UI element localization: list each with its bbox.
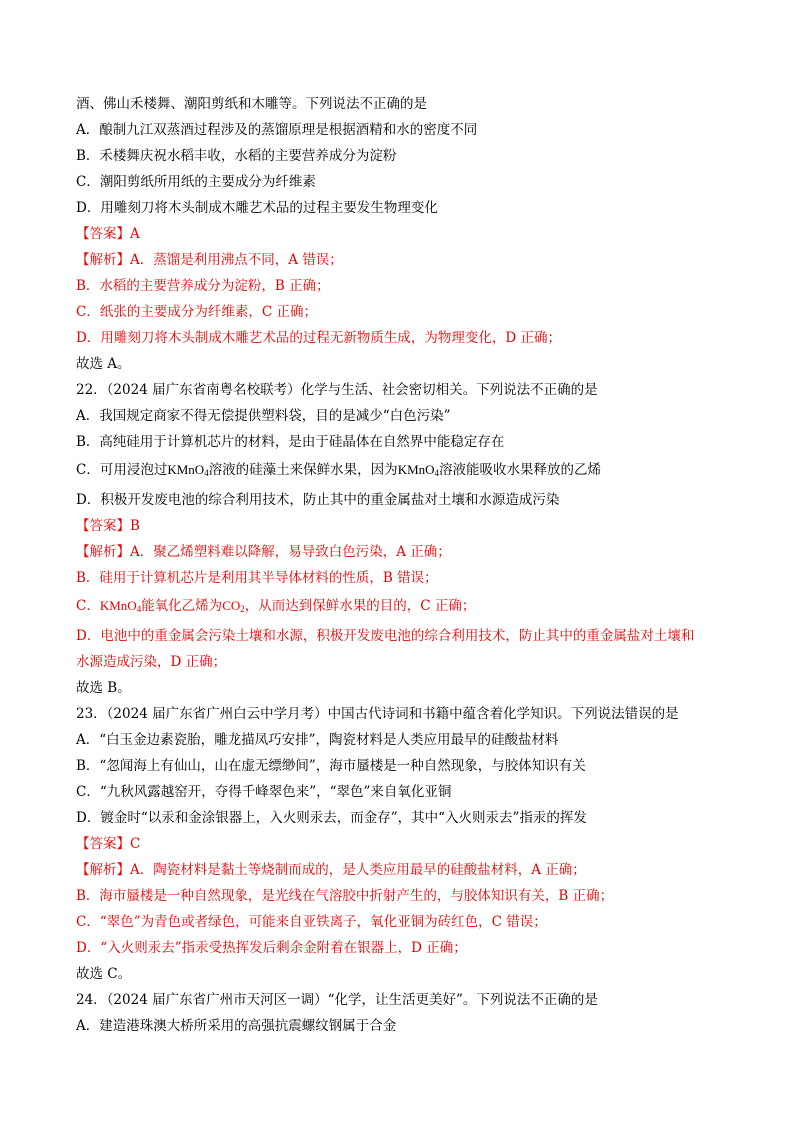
q23-option-a: A．“白玉金边素瓷胎，雕龙描凤巧安排”，陶瓷材料是人类应用最早的硅酸盐材料 — [76, 732, 559, 748]
q24-option-a: A．建造港珠澳大桥所采用的高强抗震螺纹钢属于合金 — [76, 1018, 397, 1034]
q21-option-b: B．禾楼舞庆祝水稻丰收，水稻的主要营养成分为淀粉 — [76, 148, 397, 164]
q23-option-b: B．“忽闻海上有仙山，山在虚无缥缈间”，海市蜃楼是一种自然现象，与胶体知识有关 — [76, 758, 586, 774]
q21-analysis-d: D．用雕刻刀将木头制成木雕艺术品的过程无新物质生成，为物理变化，D 正确； — [76, 330, 561, 346]
q21-answer: 【答案】A — [76, 226, 140, 242]
kmno4-formula: KMnO$_4$ — [397, 462, 440, 478]
q23-option-d: D．镀金时“以汞和金涂银器上，入火则汞去，而金存”，其中“入火则汞去”指汞的挥发 — [76, 810, 587, 826]
q23-option-c: C．“九秋风露越窑开，夺得千峰翠色来”，“翠色”来自氧化亚铜 — [76, 784, 452, 800]
q22-analysis-d: D．电池中的重金属会污染土壤和水源，积极开发废电池的综合利用技术，防止其中的重金属盐对土壤和 — [76, 628, 695, 644]
q22-analysis-b: B．硅用于计算机芯片是利用其半导体材料的性质，B 错误； — [76, 570, 438, 586]
q23-analysis-c: C．“翠色”为青色或者绿色，可能来自亚铁离子，氧化亚铜为砖红色，C 错误； — [76, 914, 547, 930]
q21-stem-tail: 酒、佛山禾楼舞、潮阳剪纸和木雕等。下列说法不正确的是 — [76, 96, 427, 112]
q21-option-a: A．酿制九江双蒸酒过程涉及的蒸馏原理是根据酒精和水的密度不同 — [76, 122, 478, 138]
q24-stem: 24．（2024 届广东省广州市天河区一调）“化学，让生活更美好”。下列说法不正确的是 — [76, 992, 598, 1008]
q23-answer: 【答案】C — [76, 836, 141, 852]
q23-analysis-a: 【解析】A．陶瓷材料是黏土等烧制而成的，是人类应用最早的硅酸盐材料，A 正确； — [76, 862, 586, 878]
q21-option-c: C．潮阳剪纸所用纸的主要成分为纤维素 — [76, 174, 316, 190]
q23-choice: 故选 C。 — [76, 966, 132, 982]
co2-formula: $CO_2$ — [222, 598, 245, 614]
q22-analysis-a: 【解析】A．聚乙烯塑料难以降解，易导致白色污染，A 正确； — [76, 544, 451, 560]
q23-analysis-b: B．海市蜃楼是一种自然现象，是光线在气溶胶中折射产生的，与胶体知识有关，B 正确； — [76, 888, 614, 904]
q21-option-d: D．用雕刻刀将木头制成木雕艺术品的过程主要发生物理变化 — [76, 200, 438, 216]
q22-answer: 【答案】B — [76, 518, 140, 534]
q22-analysis-c: C．KMnO$_4$能氧化乙烯为$CO_2$，从而达到保鲜水果的目的，C 正确； — [76, 598, 476, 614]
q23-stem: 23．（2024 届广东省广州白云中学月考）中国古代诗词和书籍中蕴含着化学知识。下列说法错误的是 — [76, 706, 679, 722]
q21-choice: 故选 A。 — [76, 356, 131, 372]
q21-analysis-b: B．水稻的主要营养成分为淀粉，B 正确； — [76, 278, 330, 294]
kmno4-formula: KMnO$_4$ — [99, 598, 142, 614]
q23-analysis-d: D．“入火则汞去”指汞受热挥发后剩余金附着在银器上，D 正确； — [76, 940, 467, 956]
q22-option-a: A．我国规定商家不得无偿提供塑料袋，目的是减少“白色污染” — [76, 408, 451, 424]
q22-analysis-d-cont: 水源造成污染，D 正确； — [76, 654, 227, 670]
q22-option-b: B．高纯硅用于计算机芯片的材料，是由于硅晶体在自然界中能稳定存在 — [76, 434, 505, 450]
q21-analysis-a: 【解析】A．蒸馏是利用沸点不同，A 错误； — [76, 252, 343, 268]
q22-choice: 故选 B。 — [76, 680, 131, 696]
kmno4-formula: KMnO$_4$ — [167, 462, 209, 478]
q22-stem: 22．（2024 届广东省南粤名校联考）化学与生活、社会密切相关。下列说法不正确的是 — [76, 382, 598, 398]
q21-analysis-c: C．纸张的主要成分为纤维素，C 正确； — [76, 304, 317, 320]
q22-option-c: C．可用浸泡过KMnO$_4$溶液的硅藻土来保鲜水果，因为KMnO$_4$溶液能吸收水果释放的乙烯 — [76, 462, 602, 478]
q22-option-d: D．积极开发废电池的综合利用技术，防止其中的重金属盐对土壤和水源造成污染 — [76, 492, 560, 508]
